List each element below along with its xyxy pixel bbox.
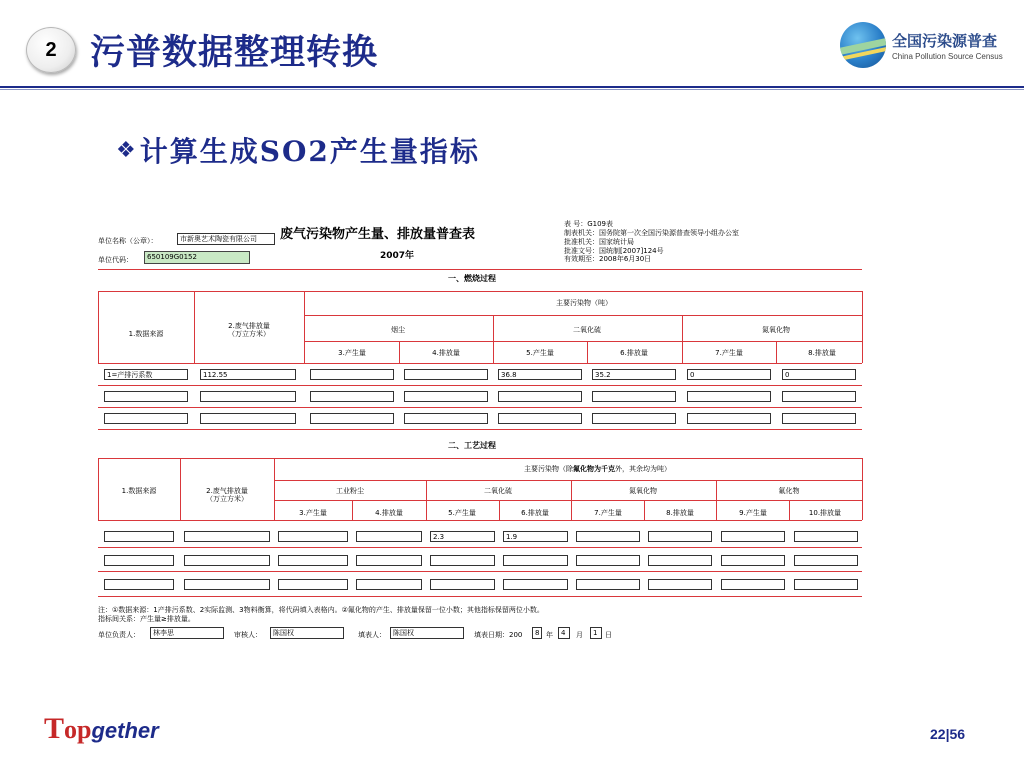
diamond-bullet-icon: ❖ xyxy=(116,137,136,163)
s2-r3-c8 xyxy=(648,579,712,590)
date-year-field: 8 xyxy=(532,627,542,639)
form-meta-4: 批准文号：国统制[2007]124号 xyxy=(564,247,664,255)
s2-main-pollutants: 主要污染物（除氟化物为千克外，其余均为吨） xyxy=(524,465,671,473)
s1-r2-c5 xyxy=(498,391,582,402)
grid-line xyxy=(98,407,862,408)
s1-r1-exhaust: 112.55 xyxy=(200,369,296,380)
s1-group-so2: 二氧化硫 xyxy=(573,326,601,334)
date-month-field: 4 xyxy=(558,627,570,639)
s1-r1-c4 xyxy=(404,369,488,380)
s1-r2-c6 xyxy=(592,391,676,402)
s1-r2-source xyxy=(104,391,188,402)
s1-col-source: 1.数据来源 xyxy=(128,330,164,338)
s2-r1-c5: 2.3 xyxy=(430,531,495,542)
header-divider xyxy=(0,86,1024,88)
s1-subcol-3: 3.产生量 xyxy=(338,349,366,357)
s2-r3-exhaust xyxy=(184,579,270,590)
grid-line xyxy=(304,341,862,342)
form-meta-2: 制表机关：国务院第一次全国污染源普查领导小组办公室 xyxy=(564,229,739,237)
unit-code-label: 单位代码： xyxy=(98,256,133,264)
s1-r3-c4 xyxy=(404,413,488,424)
s2-r1-c6: 1.9 xyxy=(503,531,568,542)
emission-survey-form xyxy=(96,212,868,650)
s1-r3-c3 xyxy=(310,413,394,424)
grid-line xyxy=(98,571,862,572)
s1-r1-c7: 0 xyxy=(687,369,771,380)
grid-line xyxy=(98,291,99,363)
s2-r2-c10 xyxy=(794,555,858,566)
grid-line xyxy=(776,341,777,363)
grid-line xyxy=(98,429,862,430)
s2-r3-c6 xyxy=(503,579,568,590)
s1-r3-source xyxy=(104,413,188,424)
unit-code-field: 650109G0152 xyxy=(144,251,250,264)
s2-col-exhaust-unit: （万立方米） xyxy=(206,495,248,503)
s2-subcol-6: 6.排放量 xyxy=(521,509,549,517)
s2-r2-c5 xyxy=(430,555,495,566)
grid-line xyxy=(862,458,863,520)
grid-line xyxy=(98,596,862,597)
s1-r3-c5 xyxy=(498,413,582,424)
s2-r1-c8 xyxy=(648,531,712,542)
s1-subcol-4: 4.排放量 xyxy=(432,349,460,357)
grid-line xyxy=(493,315,494,363)
s2-col-source: 1.数据来源 xyxy=(121,487,157,495)
s2-r2-exhaust xyxy=(184,555,270,566)
filler-label: 填表人： xyxy=(358,631,386,639)
responsible-field: 林李思 xyxy=(150,627,224,639)
grid-line xyxy=(98,520,862,521)
grid-line xyxy=(98,458,862,459)
census-logo xyxy=(840,22,1010,72)
grid-line xyxy=(98,269,862,270)
s1-r3-exhaust xyxy=(200,413,296,424)
grid-line xyxy=(862,291,863,363)
s1-r1-c3 xyxy=(310,369,394,380)
s1-col-exhaust-unit: （万立方米） xyxy=(228,330,270,338)
grid-line xyxy=(98,547,862,548)
form-note-2: 指标间关系：产生量≥排放量。 xyxy=(98,615,195,623)
topgether-logo: Topgether xyxy=(44,712,159,745)
reviewer-label: 审核人： xyxy=(234,631,262,639)
s2-r2-c4 xyxy=(356,555,422,566)
s1-subcol-5: 5.产生量 xyxy=(526,349,554,357)
s1-main-pollutants: 主要污染物（吨） xyxy=(556,299,612,307)
s2-r2-c6 xyxy=(503,555,568,566)
form-note-1: 注：①数据来源：1产排污系数、2实际监测、3物料衡算，将代码填入表格内。②氟化物的产生、排放量保留一位小数；其他指标保留两位小数。 xyxy=(98,606,544,614)
s1-subcol-8: 8.排放量 xyxy=(808,349,836,357)
responsible-label: 单位负责人： xyxy=(98,631,140,639)
grid-line xyxy=(352,500,353,520)
s2-r3-c4 xyxy=(356,579,422,590)
s2-r3-source xyxy=(104,579,174,590)
s2-subcol-7: 7.产生量 xyxy=(594,509,622,517)
form-meta-3: 批准机关：国家统计局 xyxy=(564,238,634,246)
s1-r2-c7 xyxy=(687,391,771,402)
header-divider-thin xyxy=(0,89,1024,90)
s2-r3-c7 xyxy=(576,579,640,590)
month-suffix: 月 xyxy=(576,631,583,639)
grid-line xyxy=(644,500,645,520)
form-title: 废气污染物产生量、排放量普查表 xyxy=(280,227,476,242)
s1-r1-c6: 35.2 xyxy=(592,369,676,380)
s2-subcol-9: 9.产生量 xyxy=(739,509,767,517)
s1-r2-c3 xyxy=(310,391,394,402)
filler-field: 陈国权 xyxy=(390,627,464,639)
unit-name-label: 单位名称（公章）： xyxy=(98,237,158,245)
s2-subcol-5: 5.产生量 xyxy=(448,509,476,517)
s2-col-exhaust: 2.废气排放量 xyxy=(206,487,248,495)
logo-text-en: China Pollution Source Census xyxy=(892,52,1003,61)
s2-r3-c3 xyxy=(278,579,348,590)
s2-subcol-10: 10.排放量 xyxy=(808,509,842,517)
s1-r2-c4 xyxy=(404,391,488,402)
s2-group-nox: 氮氧化物 xyxy=(629,487,657,495)
s2-r1-exhaust xyxy=(184,531,270,542)
s2-group-so2: 二氧化硫 xyxy=(484,487,512,495)
form-meta-5: 有效期至：2008年6月30日 xyxy=(564,255,652,263)
s2-r1-c7 xyxy=(576,531,640,542)
s2-r1-source xyxy=(104,531,174,542)
bullet-point xyxy=(116,130,480,170)
bullet-text: 计算生成SO2产生量指标 xyxy=(139,135,480,168)
s1-r1-source: 1=产排污系数 xyxy=(104,369,188,380)
grid-line xyxy=(587,341,588,363)
grid-line xyxy=(98,363,862,364)
s2-r1-c4 xyxy=(356,531,422,542)
s1-group-nox: 氮氧化物 xyxy=(762,326,790,334)
unit-name-field: 市新奥艺术陶瓷有限公司 xyxy=(177,233,275,245)
grid-line xyxy=(274,480,862,481)
grid-line xyxy=(304,291,305,363)
s1-r2-exhaust xyxy=(200,391,296,402)
slide-title: 污普数据整理转换 xyxy=(90,33,379,73)
s1-subcol-6: 6.排放量 xyxy=(620,349,648,357)
grid-line xyxy=(98,385,862,386)
grid-line xyxy=(274,458,275,520)
s2-subcol-3: 3.产生量 xyxy=(299,509,327,517)
s2-r3-c10 xyxy=(794,579,858,590)
s2-r3-c5 xyxy=(430,579,495,590)
s2-subcol-8: 8.排放量 xyxy=(666,509,694,517)
s1-r1-c5: 36.8 xyxy=(498,369,582,380)
s2-r2-c9 xyxy=(721,555,785,566)
s2-r1-c9 xyxy=(721,531,785,542)
s2-r2-c8 xyxy=(648,555,712,566)
grid-line xyxy=(180,458,181,520)
s2-group-fluoride: 氟化物 xyxy=(778,487,800,495)
s1-r3-c6 xyxy=(592,413,676,424)
s1-r3-c7 xyxy=(687,413,771,424)
day-suffix: 日 xyxy=(605,631,612,639)
grid-line xyxy=(789,500,790,520)
form-meta-1: 表 号：G109表 xyxy=(564,220,614,228)
s2-group-dust: 工业粉尘 xyxy=(336,487,364,495)
s2-r1-c10 xyxy=(794,531,858,542)
form-year: 2007年 xyxy=(380,251,415,261)
page-number: 22|56 xyxy=(930,726,966,742)
section2-title: 二、工艺过程 xyxy=(448,441,496,450)
s1-subcol-7: 7.产生量 xyxy=(715,349,743,357)
grid-line xyxy=(98,291,862,292)
s2-r2-c7 xyxy=(576,555,640,566)
globe-icon xyxy=(840,22,886,68)
grid-line xyxy=(194,291,195,363)
s1-r1-c8: 0 xyxy=(782,369,856,380)
grid-line xyxy=(274,500,862,501)
slide-number: 2 xyxy=(45,38,57,61)
s2-subcol-4: 4.排放量 xyxy=(375,509,403,517)
s1-r3-c8 xyxy=(782,413,856,424)
grid-line xyxy=(682,315,683,363)
grid-line xyxy=(499,500,500,520)
s1-group-smoke-dust: 烟尘 xyxy=(391,326,405,334)
s2-r3-c9 xyxy=(721,579,785,590)
s2-r2-c3 xyxy=(278,555,348,566)
section1-title: 一、燃烧过程 xyxy=(448,274,496,283)
s1-r2-c8 xyxy=(782,391,856,402)
s2-r2-source xyxy=(104,555,174,566)
grid-line xyxy=(399,341,400,363)
grid-line xyxy=(98,458,99,520)
s1-col-exhaust: 2.废气排放量 xyxy=(228,322,270,330)
reviewer-field: 陈国权 xyxy=(270,627,344,639)
s2-r1-c3 xyxy=(278,531,348,542)
date-label: 填表日期：200 xyxy=(474,631,523,639)
year-suffix: 年 xyxy=(546,631,553,639)
grid-line xyxy=(304,315,862,316)
logo-text-cn: 全国污染源普查 xyxy=(892,32,998,50)
date-day-field: 1 xyxy=(590,627,602,639)
slide-number-badge xyxy=(26,27,76,73)
